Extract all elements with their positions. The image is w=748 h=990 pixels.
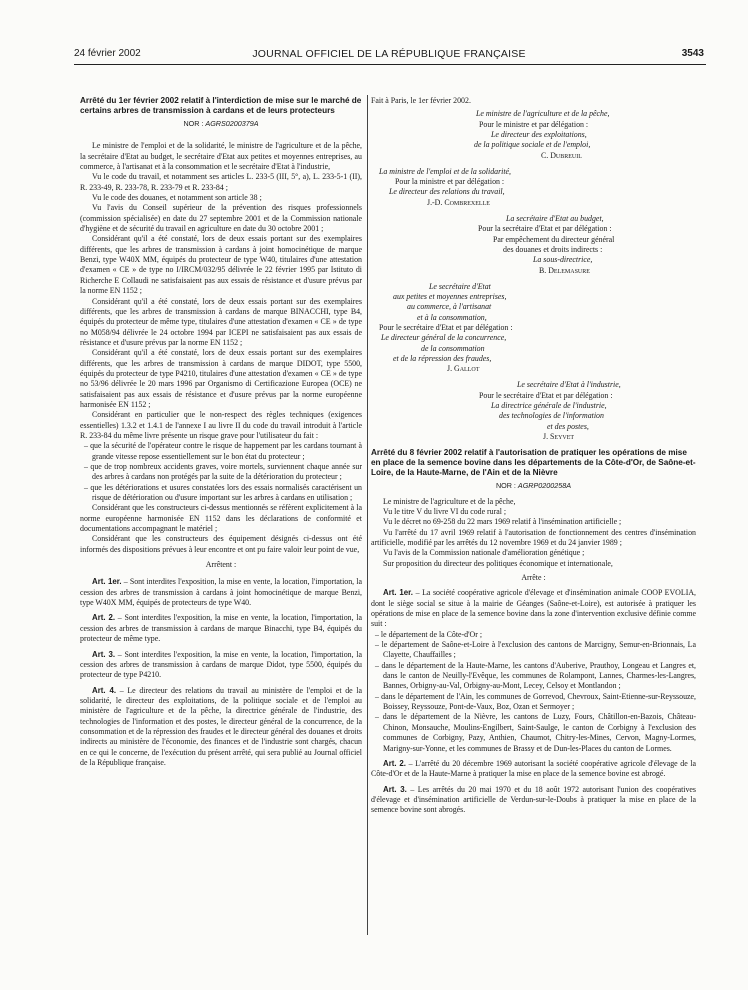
list-item: – que la sécurité de l'opérateur contre le risque de happement par les cardans tournant à grande vitesse repose essentiellement sur le bon état du protecteur ;: [80, 441, 362, 462]
article-text: – Sont interdites l'exposition, la mise en vente, la location, l'importation, la cession des arbres de transmission à cardans de marque Didot, type 5500, équipés du protecteur de type P4210.: [80, 649, 362, 680]
article-label: Art. 1er.: [92, 577, 122, 587]
list-item: – dans le département de la Nièvre, les cantons de Luzy, Fours, Châtillon-en-Bazois, Château-Chinon, Monsauche, Moulins-Engilbert, Saint-Saulge, le canton de Corbigny à l'exclusion des communes de Corbigny, Pazy, Anthien, Chaumot, Chitry-les-Mines, Cervon, Magny-Lormes, Marigny-sur-Yonne, et les communes de Brassy et de Dun-les-Places du canton de Lormes.: [371, 712, 696, 753]
signature-line: Pour la secrétaire d'Etat et par délégation :: [478, 224, 612, 234]
signature-line: La sous-directrice,: [533, 255, 593, 265]
signature-line: Le secrétaire d'Etat à l'industrie,: [517, 380, 621, 390]
article-text: – Sont interdites l'exposition, la mise en vente, la location, l'importation, la cession des arbres de transmission à cardans de marque Binacchi, type B4, équipés du protecteur de même type.: [80, 613, 362, 644]
arrete1-title: Arrêté du 1er février 2002 relatif à l'interdiction de mise sur le marché de certains arbres de transmission à cardans et de leurs protecteurs: [80, 96, 362, 115]
nor-label: NOR :: [495, 481, 516, 491]
arrete1-preamble: [80, 141, 362, 441]
signature-line: aux petites et moyennes entreprises,: [393, 292, 507, 302]
page-header: [74, 48, 704, 62]
preamble-paragraph: Vu l'avis de la Commission nationale d'amélioration génétique ;: [383, 548, 585, 558]
list-item: – que les détériorations et usures constatées lors des essais normalisés caractérisent un risque de détérioration ou d'usure important sur les arbres à cardans en utilisation ;: [80, 483, 362, 504]
signature-agriculture: [371, 109, 696, 160]
preamble-paragraph: Le ministre de l'agriculture et de la pêche,: [383, 496, 516, 506]
list-item: – le département de Saône-et-Loire à l'exclusion des cantons de Marcigny, Semur-en-Brionnais, La Clayette, Chauffailles ;: [371, 640, 696, 661]
signature-industrie: [371, 380, 696, 442]
nor-code: AGRP0200258A: [517, 481, 572, 491]
arrete-heading: Arrête :: [521, 573, 546, 582]
fait-a-paris: Fait à Paris, le 1er février 2002.: [371, 96, 471, 105]
article-text: – L'arrêté du 20 décembre 1969 autorisant la société coopérative agricole d'élevage de la Côte-d'Or et de la Haute-Marne à pratiquer la mise en place de la semence bovine est abrogé.: [371, 758, 696, 779]
page-number: 3543: [681, 48, 704, 59]
signature-line: Le secrétaire d'Etat: [429, 281, 491, 291]
article-label: Art. 3.: [92, 649, 116, 659]
article-1: [80, 577, 362, 608]
signature-line: Le directeur des relations du travail,: [389, 187, 505, 197]
preamble-paragraph: Considérant qu'il a été constaté, lors de deux essais portant sur des exemplaires différents, que les arbres de transmission à cardans à joint homocinétique de marque Benzi, type W40X MM, équipés du protecteur de type W40, titulaires d'une attestation d'examen « CE » de type no I/IRCM/032/95 délivrée le 22 février 1995 par Istituto di Richerche E Collaudi ne satisfaisaient pas aux essais de résistance et d'usure prévus par la norme EN 1152 ;: [80, 234, 362, 296]
preamble-paragraph: Considérant en particulier que le non-respect des règles techniques (exigences essentielles) 1.3.2 et 1.4.1 de l'annexe I au livre II du code du travail introduit à l'article R. 233-84 du même livre présente un risque grave pour l'utilisateur du fait :: [80, 410, 362, 440]
article-2: [80, 613, 362, 644]
preamble-paragraph: Considérant qu'il a été constaté, lors de deux essais portant sur des exemplaires différents, que les arbres de transmission à cardans de marque BINACCHI, type B4, équipés du protecteur de même type, titulaires d'une attestation d'examen « CE » de type no M058/94 délivrée le 24 octobre 1994 par ICEPI ne satisfaisaient pas aux essais de résistance et d'usure prévus par la norme EN 1152 ;: [80, 296, 362, 347]
article-label: Art. 4.: [92, 685, 117, 695]
signature-line: au commerce, à l'artisanat: [407, 302, 492, 312]
signature-budget: [371, 214, 696, 276]
left-column: [80, 96, 362, 768]
signature-line: La directrice générale de l'industrie,: [491, 401, 607, 411]
arrete2-title: Arrêté du 8 février 2002 relatif à l'autorisation de pratiquer les opérations de mise en place de la semence bovine dans les départements de la Côte-d'Or, de Saône-et-Loire, de la Haute-Marne, de l'Ain et de la Nièvre: [371, 448, 696, 478]
preamble-paragraph: Vu le code des douanes, et notamment son article 38 ;: [92, 193, 262, 203]
signature-line: des douanes et droits indirects :: [503, 244, 603, 254]
considerant-paragraph: Considérant que les constructeurs des équipement désignés ci-dessus ont été informés des dispositions prévues à leur encontre et ont pu faire valoir leur point de vue,: [80, 534, 362, 554]
signatory-name: B. Delemasure: [539, 265, 590, 275]
article-1: [371, 588, 696, 629]
signature-line: Pour le ministre et par délégation :: [479, 119, 589, 129]
signatory-name: J.-D. Combrexelle: [427, 197, 490, 207]
arrete2-nor: [371, 481, 696, 491]
signature-line: de la consommation: [421, 343, 485, 353]
nor-code: AGRS0200379A: [205, 119, 259, 128]
zone-list: [371, 630, 696, 754]
preamble-paragraph: Le ministre de l'emploi et de la solidarité, le ministre de l'agriculture et de la pêche, la secrétaire d'Etat au budget, le secrétaire d'Etat aux petites et moyennes entreprises, au commerce, à l'artisanat et à la consommation et le secrétaire d'Etat à l'industrie,: [80, 141, 362, 172]
signature-line: Pour le secrétaire d'Etat et par délégation :: [379, 322, 513, 332]
signature-emploi: [371, 167, 696, 208]
article-label: Art. 2.: [383, 758, 406, 768]
list-item: – que de trop nombreux accidents graves, voire mortels, surviennent chaque année sur des arbres à cardans non protégés par la suite de la détérioration du protecteur ;: [80, 462, 362, 483]
signature-line: Pour le secrétaire d'Etat et par délégation :: [479, 390, 613, 400]
list-item: – le département de la Côte-d'Or ;: [371, 630, 696, 640]
signature-line: des technologies de l'information: [499, 411, 604, 421]
article-text: – La société coopérative agricole d'élevage et d'insémination animale COOP EVOLIA, dont le siège social se situe à la mairie de Géanges (Saône-et-Loire), est autorisée à pratiquer les opérations de mise en place de la semence bovine dans la zone d'intervention exclusive définie comme suit :: [371, 588, 696, 629]
article-label: Art. 2.: [92, 613, 116, 623]
signatory-name: C. Dubreuil: [541, 150, 582, 160]
signature-line: Par empêchement du directeur général: [493, 234, 615, 244]
signature-line: Le directeur des exploitations,: [491, 129, 587, 139]
preamble-paragraph: Vu le titre V du livre VI du code rural ;: [383, 506, 507, 516]
arrete2-preamble: [371, 497, 696, 569]
article-3: [371, 785, 696, 816]
signature-line: Le ministre de l'agriculture et de la pêche,: [476, 109, 610, 119]
header-rule: [74, 64, 706, 65]
signatory-name: J. Gallot: [447, 364, 480, 374]
arrete1-nor: [80, 119, 362, 129]
list-item: – dans le département de l'Ain, les communes de Gorrevod, Chevroux, Saint-Etienne-sur-Reyssouze, Boissey, Reyssouze, Pont-de-Vaux, Boz, Ozan et Sermoyer ;: [371, 692, 696, 713]
considerant-paragraph: Considérant que les constructeurs ci-dessus mentionnés se réfèrent explicitement à la norme européenne harmonisée EN 1152 dans les déclarations de conformité et documentations accompagnant le matériel ;: [80, 503, 362, 534]
signatory-name: J. Seyvet: [543, 431, 575, 441]
journal-title: JOURNAL OFFICIEL DE LA RÉPUBLIQUE FRANÇAISE: [252, 48, 526, 60]
preamble-paragraph: Sur proposition du directeur des politiques économique et internationale,: [383, 558, 613, 568]
signature-line: La secrétaire d'Etat au budget,: [506, 214, 604, 224]
arretent-heading: Arrêtent :: [205, 560, 237, 570]
article-label: Art. 3.: [383, 784, 407, 794]
preamble-paragraph: Considérant qu'il a été constaté, lors de deux essais portant sur des exemplaires différents, que les arbres de transmission à cardans de marque DIDOT, type 5500, équipés du protecteur de type P4210, titulaires d'une attestation d'examen « CE » de type no 53/96 délivrée le 20 mars 1996 par Organismo di Certificazione Europea (OCE) ne satisfaisaient pas aux essais de résistance et d'usure prévus par la norme européenne harmonisée EN 1152 ;: [80, 348, 362, 409]
article-2: [371, 759, 696, 780]
signature-line: de la politique sociale et de l'emploi,: [474, 140, 591, 150]
preamble-paragraph: Vu le décret no 69-258 du 22 mars 1969 relatif à l'insémination artificielle ;: [383, 517, 622, 527]
nor-label: NOR :: [183, 119, 204, 128]
column-divider: [367, 95, 368, 935]
article-4: [80, 686, 362, 769]
preamble-paragraph: Vu l'arrêté du 17 avril 1969 relatif à l'autorisation de fonctionnement des centres d'insémination artificielle, modifié par les arrêtés du 12 novembre 1969 et du 24 janvier 1989 ;: [371, 527, 696, 547]
article-label: Art. 1er.: [383, 588, 413, 598]
right-column: [371, 96, 696, 816]
header-date: 24 février 2002: [74, 48, 141, 59]
risk-list: [80, 441, 362, 503]
signature-line: et à la consommation,: [417, 312, 487, 322]
signature-line: Le directeur général de la concurrence,: [381, 333, 507, 343]
preamble-paragraph: Vu le code du travail, et notamment ses articles L. 233-5 (III, 5°, a), L. 233-5-1 (II), R. 233-49, R. 233-78, R. 233-79 et R. 233-84 ;: [80, 172, 362, 192]
signature-line: La ministre de l'emploi et de la solidarité,: [379, 166, 512, 176]
list-item: – dans le département de la Haute-Marne, les cantons d'Auberive, Prauthoy, Longeau et Langres et, dans le canton de Neuilly-l'Evêque, les communes de Rolampont, Lannes, Charmes-les-Langres, Bannes, Orbigny-au-Val, Orbigny-au-Mont, Lecey, Celsoy et Montlandon ;: [371, 661, 696, 692]
signature-line: et des postes,: [547, 421, 589, 431]
article-text: – Sont interdites l'exposition, la mise en vente, la location, l'importation, la cession des arbres de transmission à cardans à joint homocinétique de marque Benzi, type W40X MM, équipés de protecteurs de type W40.: [80, 577, 363, 608]
signature-line: Pour la ministre et par délégation :: [395, 177, 505, 187]
article-3: [80, 650, 362, 681]
signature-commerce: [371, 282, 696, 375]
article-text: – Les arrêtés du 20 mai 1970 et du 18 août 1972 autorisant l'union des coopératives d'élevage et d'insémination artificielle de Verdun-sur-le-Doubs à pratiquer la mise en place de la semence bovine sont abrogés.: [371, 784, 696, 815]
preamble-paragraph: Vu l'avis du Conseil supérieur de la prévention des risques professionnels (commission spécialisée) en date du 27 septembre 2001 et de la Commission nationale d'hygiène et de sécurité du travail en agriculture en date du 30 octobre 2001 ;: [80, 203, 362, 234]
signature-line: et de la répression des fraudes,: [393, 353, 492, 363]
article-text: – Le directeur des relations du travail au ministère de l'emploi et de la solidarité, le directeur des exploitations, de la politique sociale et de l'emploi au ministère de l'agriculture et de la pêche, la directrice générale de l'industrie, des technologies de l'information et des postes, le directeur général de la concurrence, de la consommation et de la répression des fraudes et le directeur général des douanes et droits indirects au ministère de l'économie, des finances et de l'industrie sont chargés, chacun en ce qui le concerne, de l'exécution du présent arrêté, qui sera publié au Journal officiel de la République française.: [80, 685, 362, 767]
